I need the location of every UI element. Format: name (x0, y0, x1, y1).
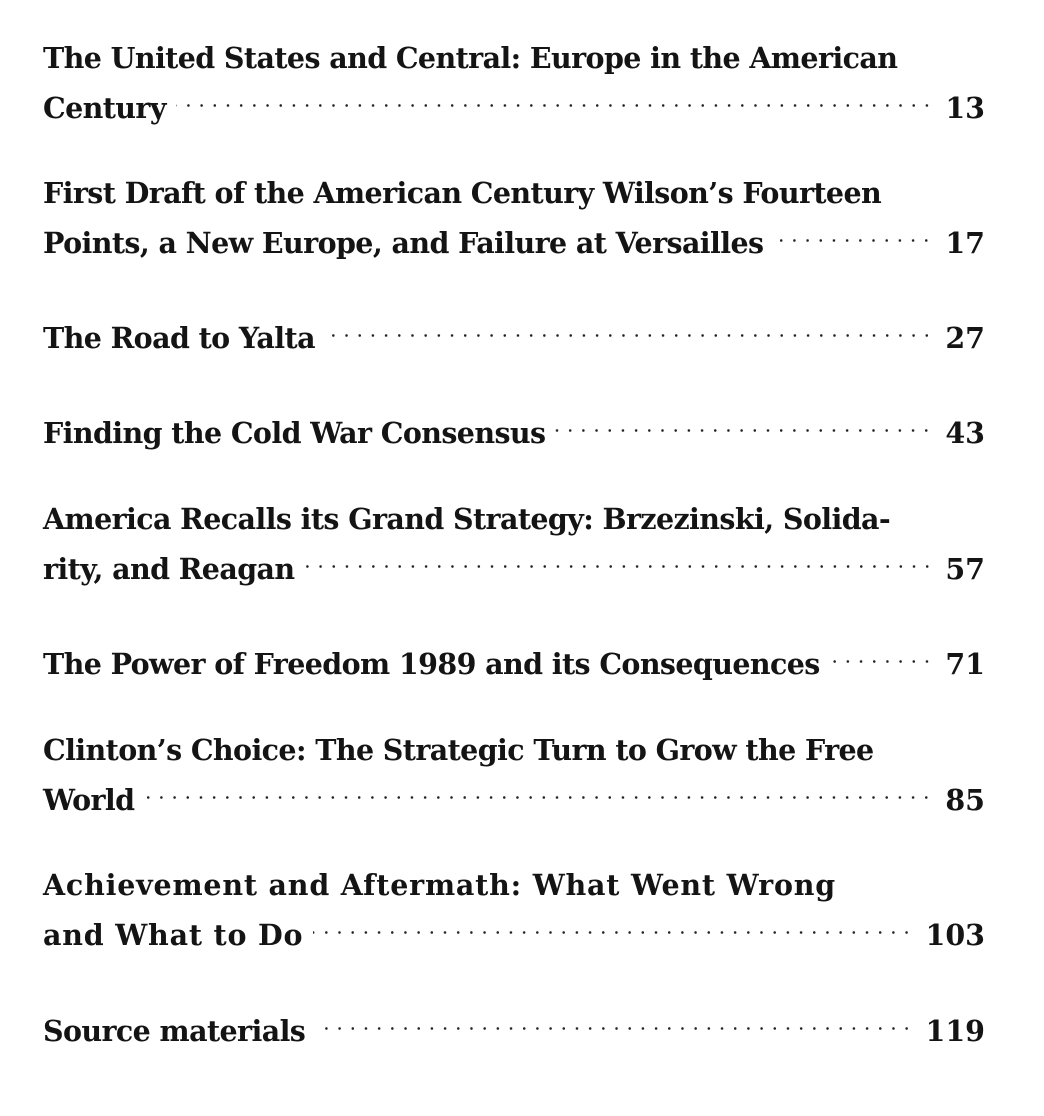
toc-entry-title-line: America Recalls its Grand Strategy: Brzezinski, Solida- (43, 502, 891, 536)
toc-entry-last-line (43, 905, 985, 952)
toc-entry-last-line (43, 634, 985, 681)
toc-entry-last-line (43, 78, 985, 125)
page-number: 85 (945, 783, 985, 817)
page-number: 71 (945, 647, 985, 681)
toc-entry-title-line: World (43, 783, 135, 817)
toc-entry-title-line: Century (43, 91, 166, 125)
page-number: 57 (945, 552, 985, 586)
dot-leader (313, 905, 913, 945)
toc-entry-5[interactable] (43, 499, 985, 586)
dot-leader (773, 213, 933, 253)
toc-entry-title-line: The United States and Central: Europe in the American (43, 41, 898, 75)
dot-leader (830, 634, 934, 674)
toc-entry-last-line (43, 539, 985, 586)
toc-entry-7[interactable] (43, 730, 985, 817)
page-number: 27 (945, 321, 985, 355)
toc-entry-title-line: Achievement and Aftermath: What Went Wrong (43, 868, 837, 902)
page-number: 119 (925, 1014, 985, 1048)
toc-entry-2[interactable] (43, 173, 985, 260)
dot-leader (176, 78, 934, 118)
toc-entry-8[interactable] (43, 865, 985, 952)
toc-entry-title-line: Clinton’s Choice: The Strategic Turn to Grow the Free (43, 733, 874, 767)
toc-entry-9[interactable] (43, 1001, 985, 1048)
toc-entry-last-line (43, 403, 985, 450)
toc-entry-title-line: Points, a New Europe, and Failure at Versailles (43, 226, 764, 260)
page-number: 17 (945, 226, 985, 260)
toc-entry-last-line (43, 308, 985, 355)
toc-entry-last-line (43, 1001, 985, 1048)
toc-entry-title-line: The Power of Freedom 1989 and its Consequences (43, 647, 820, 681)
toc-entry-title-line: and What to Do (43, 918, 304, 952)
toc-entry-title-line: Source materials (43, 1014, 306, 1048)
toc-entry-last-line (43, 213, 985, 260)
toc-entry-3[interactable] (43, 308, 985, 355)
toc-entry-title-line: rity, and Reagan (43, 552, 295, 586)
dot-leader (144, 770, 933, 810)
page-number: 103 (925, 918, 985, 952)
toc-entry-title-line: First Draft of the American Century Wilson’s Fourteen (43, 176, 882, 210)
page-number: 43 (945, 416, 985, 450)
page-number: 13 (945, 91, 985, 125)
toc-entry-6[interactable] (43, 634, 985, 681)
dot-leader (325, 308, 933, 348)
toc-entry-title-line: The Road to Yalta (43, 321, 315, 355)
toc-entry-4[interactable] (43, 403, 985, 450)
dot-leader (555, 403, 933, 443)
dot-leader (305, 539, 934, 579)
toc-entry-1[interactable] (43, 38, 985, 125)
toc-entry-last-line (43, 770, 985, 817)
toc-entry-title-line: Finding the Cold War Consensus (43, 416, 546, 450)
dot-leader (315, 1001, 913, 1041)
